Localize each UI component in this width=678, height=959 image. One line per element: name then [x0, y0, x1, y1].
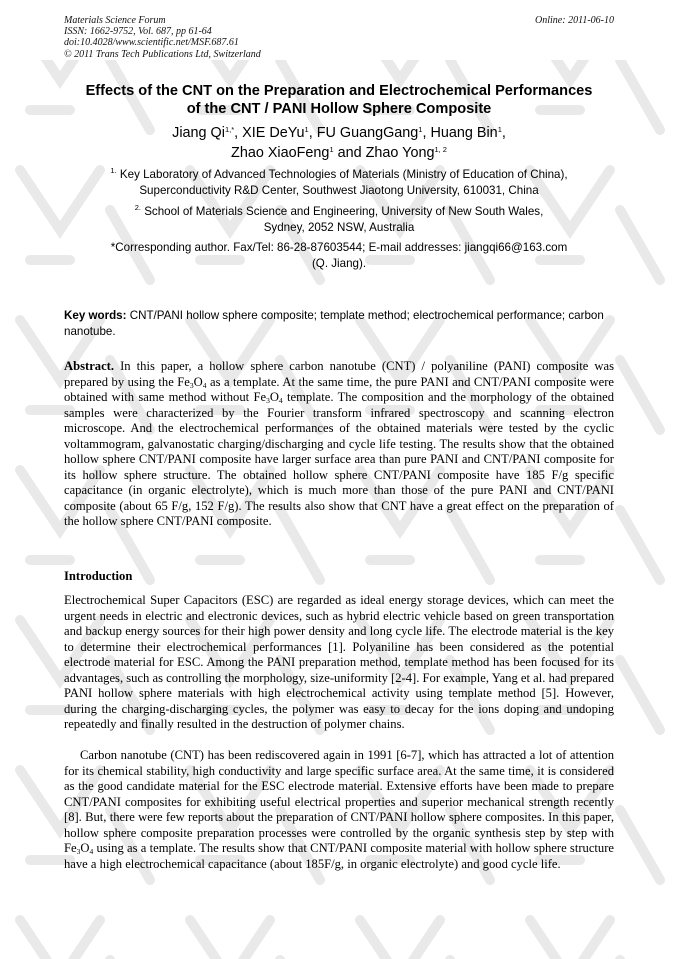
author-name: Zhao XiaoFeng — [231, 145, 330, 161]
introduction-paragraph-1: Electrochemical Super Capacitors (ESC) are regarded as ideal energy storage devices, which can meet the urgent needs in electric and electronic devices, such as hybrid electric vehicle based on green transportation and backup energy sources for their high power density and long cycle life. The electrode material is the key to determine their electrochemical performances [1]. Polyaniline has been considered as the potential electrode material for ESC. Among the PANI preparation method, template method has been focused for its advantages, such as controlling the morphology, size-uniformity [2-4]. For example, Yang et al. had prepared PANI hollow sphere materials with high electrochemical activity using template method [5]. However, during the charging-discharging cycles, the polymer was easy to decay for the ions doping and undoping repeatedly and finally resulted in the destruction of polymer chains. — [64, 593, 614, 731]
corresponding-text: *Corresponding author. Fax/Tel: 86-28-87603544; E-mail addresses: jiangqi66@163.com — [110, 241, 568, 254]
author-affiliation-mark: 1 — [497, 125, 502, 134]
subscript: 3 — [76, 847, 81, 856]
author-name: FU GuangGang — [316, 125, 419, 141]
journal-header — [64, 15, 261, 60]
introduction-heading: Introduction — [64, 569, 133, 583]
subscript: 4 — [202, 380, 207, 390]
abstract-text: as a template. At the same time, the pure PANI and CNT/PANI composite were obtained with same method without Fe — [64, 374, 614, 404]
corresponding-author — [80, 240, 598, 271]
abstract-label: Abstract. — [64, 359, 115, 373]
affiliation-number: 2. — [134, 203, 141, 212]
subscript: 4 — [89, 847, 94, 856]
author-list — [54, 123, 624, 163]
online-date: Online: 2011-06-10 — [535, 15, 614, 26]
paragraph-text: using as a template. The results show that CNT/PANI composite material with hollow sphere structure have a high electrochemical capacitance (about 185F/g, in organic electrolyte) and good cycle life. — [64, 841, 614, 871]
issn-line: ISSN: 1662-9752, Vol. 687, pp 61-64 — [64, 26, 212, 38]
copyright-line: © 2011 Trans Tech Publications Ltd, Switzerland — [64, 48, 261, 60]
author-affiliation-mark: 1, 2 — [434, 145, 447, 154]
abstract-text: template. The composition and the morphology of the obtained samples were characterized by the Fourier transform infrared spectroscopy and scanning electron microscope. And the electrochemical performances of the obtained materials were tested by the cyclic voltammogram, galvanostatic charging/discharging and cycle life testing. The results show that the obtained hollow sphere CNT/PANI composite have larger surface area than pure PANI and CNT/PANI composite for its hollow sphere structure. The obtained hollow sphere CNT/PANI composite have 185 F/g specific capacitance (in organic electrolyte), which is much more than those of the pure PANI and CNT/PANI composite (about 65 F/g, 152 F/g). The results also show that CNT have a great effect on the preparation of the hollow sphere CNT/PANI composite. — [64, 390, 614, 528]
affiliation-text: Sydney, 2052 NSW, Australia — [263, 220, 415, 234]
author-affiliation-mark: 1 — [304, 125, 309, 134]
title-line-1: Effects of the CNT on the Preparation and Electrochemical Performances — [85, 83, 593, 99]
affiliation-number: 1. — [110, 166, 117, 175]
affiliation-2 — [80, 204, 598, 235]
abstract-text: O — [193, 374, 203, 389]
subscript: 3 — [189, 380, 194, 390]
keywords-label: Key words: — [64, 309, 127, 322]
title-line-2: of the CNT / PANI Hollow Sphere Composite — [186, 101, 492, 117]
doi-line: doi:10.4028/www.scientific.net/MSF.687.61 — [64, 37, 239, 49]
keywords — [64, 308, 614, 339]
abstract-text: O — [269, 390, 279, 404]
abstract-text: In this paper, a hollow sphere carbon nanotube (CNT) / polyaniline (PANI) composite was prepared by using the Fe — [64, 359, 614, 389]
author-name: Zhao Yong — [365, 145, 435, 161]
introduction-paragraph-2 — [64, 748, 614, 872]
journal-name: Materials Science Forum — [64, 15, 166, 26]
author-line-1: Jiang $Qi^{1,*}$, XIE DeYu$^1$, FU GuangGang$^1$, Huang Bin$^1$, — [172, 125, 506, 141]
corresponding-text: (Q. Jiang). — [311, 256, 367, 270]
author-affiliation-mark: 1 — [329, 145, 334, 154]
subscript: 3 — [266, 396, 270, 405]
author-affiliation-mark: 1,* — [224, 125, 235, 134]
paragraph-text: Carbon nanotube (CNT) has been rediscovered again in 1991 [6-7], which has attracted a lot of attention for its chemical stability, high conductivity and large specific surface area. At the same time, it is considered as the good candidate material for the ESC electrode material. Extensive efforts have been made to prepare CNT/PANI composites for exhibiting useful electrical properties and superior mechanical strength recently [8]. But, there were few reports about the preparation of CNT/PANI hollow sphere composites. In this paper, hollow sphere composite preparation processes were controlled by the organic synthesis step by step with Fe — [64, 748, 614, 855]
paragraph-text: O — [80, 841, 90, 855]
affiliation-1 — [80, 167, 598, 198]
affiliation-text: Key Laboratory of Advanced Technologies of Materials (Ministry of Education of China), — [119, 168, 568, 181]
author-name: Huang Bin — [430, 125, 498, 141]
subscript: 4 — [278, 396, 283, 405]
author-name: Jiang Qi — [172, 125, 225, 141]
affiliation-text: School of Materials Science and Engineering, University of New South Wales, — [144, 205, 544, 218]
author-affiliation-mark: 1 — [418, 125, 423, 134]
keywords-text: CNT/PANI hollow sphere composite; template method; electrochemical performance; carbon nanotube. — [64, 309, 604, 338]
author-conjunction: and — [337, 145, 362, 161]
affiliation-text: Superconductivity R&D Center, Southwest Jiaotong University, 610031, China — [139, 183, 539, 197]
abstract — [64, 359, 614, 530]
author-name: XIE DeYu — [242, 125, 305, 141]
paper-title — [54, 82, 624, 118]
author-line-2 — [54, 143, 624, 163]
